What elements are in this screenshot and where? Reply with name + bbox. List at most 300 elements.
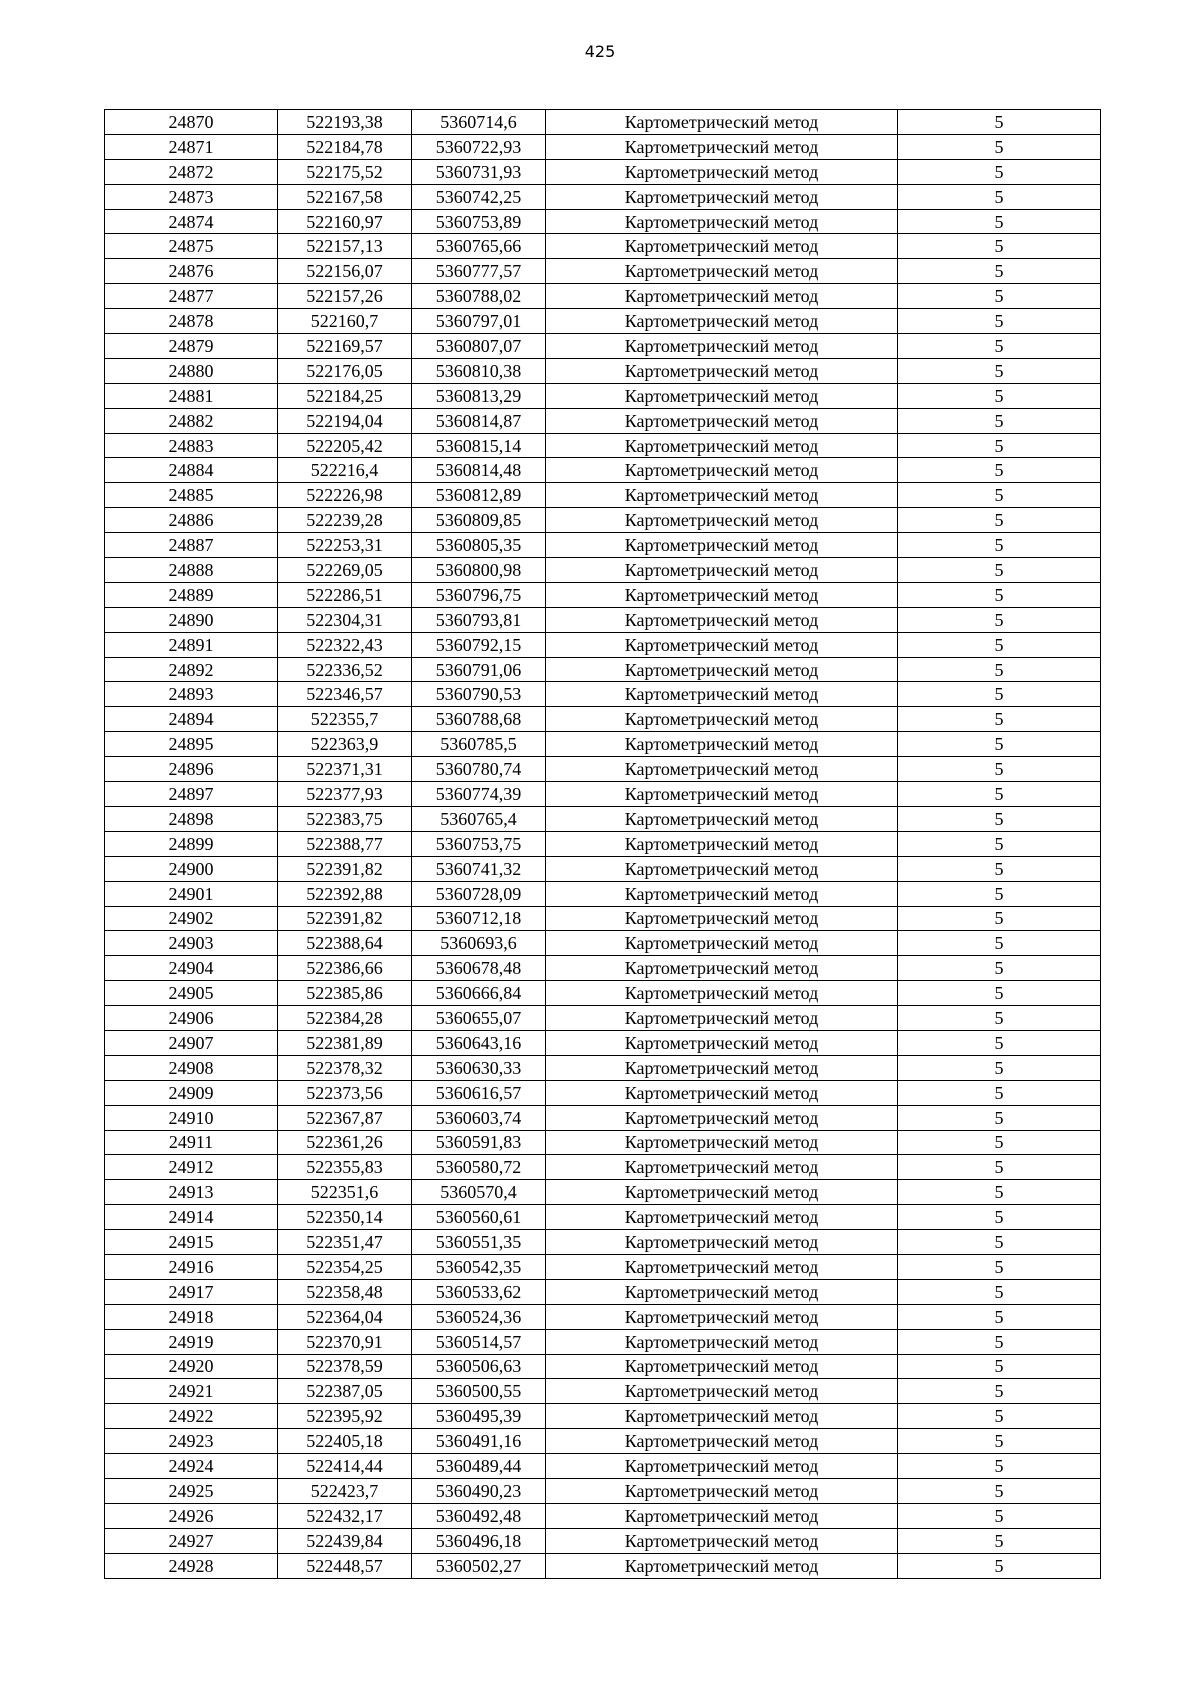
point-number-cell: 24880 [105, 358, 278, 383]
method-cell: Картометрический метод [546, 184, 898, 209]
accuracy-cell: 5 [898, 906, 1101, 931]
method-cell: Картометрический метод [546, 881, 898, 906]
accuracy-cell: 5 [898, 1205, 1101, 1230]
method-cell: Картометрический метод [546, 408, 898, 433]
point-number-cell: 24885 [105, 483, 278, 508]
accuracy-cell: 5 [898, 931, 1101, 956]
table-row [105, 1205, 1101, 1230]
method-cell: Картометрический метод [546, 358, 898, 383]
y-coordinate-cell: 5360731,93 [412, 159, 546, 184]
x-coordinate-cell: 522167,58 [278, 184, 412, 209]
table-row [105, 582, 1101, 607]
accuracy-cell: 5 [898, 1006, 1101, 1031]
accuracy-cell: 5 [898, 334, 1101, 359]
method-cell: Картометрический метод [546, 806, 898, 831]
accuracy-cell: 5 [898, 1329, 1101, 1354]
table-row [105, 956, 1101, 981]
accuracy-cell: 5 [898, 309, 1101, 334]
accuracy-cell: 5 [898, 558, 1101, 583]
method-cell: Картометрический метод [546, 508, 898, 533]
point-number-cell: 24879 [105, 334, 278, 359]
point-number-cell: 24876 [105, 259, 278, 284]
method-cell: Картометрический метод [546, 707, 898, 732]
point-number-cell: 24913 [105, 1180, 278, 1205]
y-coordinate-cell: 5360666,84 [412, 981, 546, 1006]
method-cell: Картометрический метод [546, 1030, 898, 1055]
method-cell: Картометрический метод [546, 607, 898, 632]
table-row [105, 309, 1101, 334]
method-cell: Картометрический метод [546, 1503, 898, 1528]
point-number-cell: 24872 [105, 159, 278, 184]
y-coordinate-cell: 5360490,23 [412, 1478, 546, 1503]
table-row [105, 931, 1101, 956]
x-coordinate-cell: 522269,05 [278, 558, 412, 583]
table-row [105, 1105, 1101, 1130]
x-coordinate-cell: 522355,83 [278, 1155, 412, 1180]
accuracy-cell: 5 [898, 831, 1101, 856]
accuracy-cell: 5 [898, 408, 1101, 433]
method-cell: Картометрический метод [546, 732, 898, 757]
table-row [105, 1080, 1101, 1105]
method-cell: Картометрический метод [546, 1205, 898, 1230]
x-coordinate-cell: 522157,26 [278, 284, 412, 309]
x-coordinate-cell: 522156,07 [278, 259, 412, 284]
accuracy-cell: 5 [898, 1553, 1101, 1578]
table-row [105, 1379, 1101, 1404]
method-cell: Картометрический метод [546, 483, 898, 508]
table-row [105, 1230, 1101, 1255]
y-coordinate-cell: 5360810,38 [412, 358, 546, 383]
accuracy-cell: 5 [898, 1429, 1101, 1454]
x-coordinate-cell: 522358,48 [278, 1279, 412, 1304]
x-coordinate-cell: 522239,28 [278, 508, 412, 533]
y-coordinate-cell: 5360753,75 [412, 831, 546, 856]
x-coordinate-cell: 522175,52 [278, 159, 412, 184]
method-cell: Картометрический метод [546, 284, 898, 309]
x-coordinate-cell: 522448,57 [278, 1553, 412, 1578]
y-coordinate-cell: 5360780,74 [412, 757, 546, 782]
y-coordinate-cell: 5360788,02 [412, 284, 546, 309]
point-number-cell: 24886 [105, 508, 278, 533]
accuracy-cell: 5 [898, 184, 1101, 209]
x-coordinate-cell: 522286,51 [278, 582, 412, 607]
y-coordinate-cell: 5360765,66 [412, 234, 546, 259]
y-coordinate-cell: 5360742,25 [412, 184, 546, 209]
y-coordinate-cell: 5360496,18 [412, 1528, 546, 1553]
accuracy-cell: 5 [898, 632, 1101, 657]
point-number-cell: 24916 [105, 1254, 278, 1279]
method-cell: Картометрический метод [546, 1180, 898, 1205]
point-number-cell: 24919 [105, 1329, 278, 1354]
point-number-cell: 24910 [105, 1105, 278, 1130]
method-cell: Картометрический метод [546, 1105, 898, 1130]
table-row [105, 1155, 1101, 1180]
point-number-cell: 24874 [105, 209, 278, 234]
x-coordinate-cell: 522364,04 [278, 1304, 412, 1329]
point-number-cell: 24911 [105, 1130, 278, 1155]
table-row [105, 981, 1101, 1006]
point-number-cell: 24873 [105, 184, 278, 209]
point-number-cell: 24908 [105, 1055, 278, 1080]
point-number-cell: 24875 [105, 234, 278, 259]
accuracy-cell: 5 [898, 358, 1101, 383]
point-number-cell: 24891 [105, 632, 278, 657]
method-cell: Картометрический метод [546, 209, 898, 234]
point-number-cell: 24896 [105, 757, 278, 782]
y-coordinate-cell: 5360506,63 [412, 1354, 546, 1379]
table-row [105, 234, 1101, 259]
method-cell: Картометрический метод [546, 1080, 898, 1105]
point-number-cell: 24924 [105, 1454, 278, 1479]
x-coordinate-cell: 522205,42 [278, 433, 412, 458]
y-coordinate-cell: 5360514,57 [412, 1329, 546, 1354]
page-number: 425 [584, 42, 616, 61]
point-number-cell: 24907 [105, 1030, 278, 1055]
method-cell: Картометрический метод [546, 259, 898, 284]
table-row [105, 184, 1101, 209]
accuracy-cell: 5 [898, 1503, 1101, 1528]
method-cell: Картометрический метод [546, 856, 898, 881]
x-coordinate-cell: 522157,13 [278, 234, 412, 259]
accuracy-cell: 5 [898, 1354, 1101, 1379]
y-coordinate-cell: 5360712,18 [412, 906, 546, 931]
x-coordinate-cell: 522385,86 [278, 981, 412, 1006]
table-row [105, 682, 1101, 707]
x-coordinate-cell: 522384,28 [278, 1006, 412, 1031]
method-cell: Картометрический метод [546, 582, 898, 607]
x-coordinate-cell: 522351,47 [278, 1230, 412, 1255]
x-coordinate-cell: 522304,31 [278, 607, 412, 632]
table-row [105, 657, 1101, 682]
method-cell: Картометрический метод [546, 1130, 898, 1155]
x-coordinate-cell: 522351,6 [278, 1180, 412, 1205]
point-number-cell: 24926 [105, 1503, 278, 1528]
table-row [105, 433, 1101, 458]
accuracy-cell: 5 [898, 1155, 1101, 1180]
point-number-cell: 24914 [105, 1205, 278, 1230]
table-row [105, 1130, 1101, 1155]
accuracy-cell: 5 [898, 533, 1101, 558]
y-coordinate-cell: 5360533,62 [412, 1279, 546, 1304]
y-coordinate-cell: 5360495,39 [412, 1404, 546, 1429]
table-row [105, 134, 1101, 159]
table-row [105, 483, 1101, 508]
y-coordinate-cell: 5360774,39 [412, 782, 546, 807]
table-row [105, 1503, 1101, 1528]
x-coordinate-cell: 522160,97 [278, 209, 412, 234]
accuracy-cell: 5 [898, 1080, 1101, 1105]
point-number-cell: 24903 [105, 931, 278, 956]
accuracy-cell: 5 [898, 259, 1101, 284]
point-number-cell: 24900 [105, 856, 278, 881]
table-row [105, 806, 1101, 831]
x-coordinate-cell: 522322,43 [278, 632, 412, 657]
accuracy-cell: 5 [898, 1304, 1101, 1329]
x-coordinate-cell: 522367,87 [278, 1105, 412, 1130]
x-coordinate-cell: 522363,9 [278, 732, 412, 757]
point-number-cell: 24920 [105, 1354, 278, 1379]
coordinates-table [104, 109, 1101, 1579]
accuracy-cell: 5 [898, 433, 1101, 458]
x-coordinate-cell: 522391,82 [278, 906, 412, 931]
y-coordinate-cell: 5360492,48 [412, 1503, 546, 1528]
accuracy-cell: 5 [898, 134, 1101, 159]
table-row [105, 358, 1101, 383]
y-coordinate-cell: 5360800,98 [412, 558, 546, 583]
point-number-cell: 24887 [105, 533, 278, 558]
accuracy-cell: 5 [898, 1030, 1101, 1055]
table-row [105, 383, 1101, 408]
table-row [105, 1329, 1101, 1354]
method-cell: Картометрический метод [546, 1006, 898, 1031]
method-cell: Картометрический метод [546, 931, 898, 956]
accuracy-cell: 5 [898, 1254, 1101, 1279]
point-number-cell: 24905 [105, 981, 278, 1006]
table-row [105, 906, 1101, 931]
method-cell: Картометрический метод [546, 1279, 898, 1304]
x-coordinate-cell: 522388,64 [278, 931, 412, 956]
x-coordinate-cell: 522169,57 [278, 334, 412, 359]
method-cell: Картометрический метод [546, 234, 898, 259]
method-cell: Картометрический метод [546, 1553, 898, 1578]
table-row [105, 1429, 1101, 1454]
y-coordinate-cell: 5360580,72 [412, 1155, 546, 1180]
method-cell: Картометрический метод [546, 1528, 898, 1553]
method-cell: Картометрический метод [546, 558, 898, 583]
method-cell: Картометрический метод [546, 831, 898, 856]
x-coordinate-cell: 522194,04 [278, 408, 412, 433]
table-row [105, 856, 1101, 881]
y-coordinate-cell: 5360797,01 [412, 309, 546, 334]
accuracy-cell: 5 [898, 1279, 1101, 1304]
point-number-cell: 24912 [105, 1155, 278, 1180]
method-cell: Картометрический метод [546, 159, 898, 184]
table-row [105, 259, 1101, 284]
point-number-cell: 24878 [105, 309, 278, 334]
method-cell: Картометрический метод [546, 1404, 898, 1429]
accuracy-cell: 5 [898, 234, 1101, 259]
accuracy-cell: 5 [898, 981, 1101, 1006]
table-row [105, 831, 1101, 856]
point-number-cell: 24909 [105, 1080, 278, 1105]
table-row [105, 209, 1101, 234]
method-cell: Картометрический метод [546, 782, 898, 807]
method-cell: Картометрический метод [546, 533, 898, 558]
point-number-cell: 24883 [105, 433, 278, 458]
y-coordinate-cell: 5360591,83 [412, 1130, 546, 1155]
table-row [105, 110, 1101, 135]
method-cell: Картометрический метод [546, 1454, 898, 1479]
x-coordinate-cell: 522377,93 [278, 782, 412, 807]
accuracy-cell: 5 [898, 682, 1101, 707]
accuracy-cell: 5 [898, 582, 1101, 607]
table-row [105, 1254, 1101, 1279]
method-cell: Картометрический метод [546, 383, 898, 408]
point-number-cell: 24890 [105, 607, 278, 632]
table-row [105, 1006, 1101, 1031]
point-number-cell: 24901 [105, 881, 278, 906]
x-coordinate-cell: 522378,59 [278, 1354, 412, 1379]
y-coordinate-cell: 5360693,6 [412, 931, 546, 956]
y-coordinate-cell: 5360741,32 [412, 856, 546, 881]
y-coordinate-cell: 5360813,29 [412, 383, 546, 408]
y-coordinate-cell: 5360792,15 [412, 632, 546, 657]
accuracy-cell: 5 [898, 1528, 1101, 1553]
y-coordinate-cell: 5360765,4 [412, 806, 546, 831]
x-coordinate-cell: 522355,7 [278, 707, 412, 732]
y-coordinate-cell: 5360790,53 [412, 682, 546, 707]
method-cell: Картометрический метод [546, 906, 898, 931]
y-coordinate-cell: 5360809,85 [412, 508, 546, 533]
table-row [105, 159, 1101, 184]
method-cell: Картометрический метод [546, 632, 898, 657]
method-cell: Картометрический метод [546, 309, 898, 334]
y-coordinate-cell: 5360500,55 [412, 1379, 546, 1404]
accuracy-cell: 5 [898, 284, 1101, 309]
x-coordinate-cell: 522373,56 [278, 1080, 412, 1105]
y-coordinate-cell: 5360807,07 [412, 334, 546, 359]
table-row [105, 732, 1101, 757]
point-number-cell: 24917 [105, 1279, 278, 1304]
x-coordinate-cell: 522253,31 [278, 533, 412, 558]
table-row [105, 1404, 1101, 1429]
accuracy-cell: 5 [898, 757, 1101, 782]
x-coordinate-cell: 522395,92 [278, 1404, 412, 1429]
accuracy-cell: 5 [898, 1055, 1101, 1080]
accuracy-cell: 5 [898, 856, 1101, 881]
accuracy-cell: 5 [898, 1478, 1101, 1503]
y-coordinate-cell: 5360777,57 [412, 259, 546, 284]
point-number-cell: 24894 [105, 707, 278, 732]
accuracy-cell: 5 [898, 782, 1101, 807]
method-cell: Картометрический метод [546, 981, 898, 1006]
x-coordinate-cell: 522439,84 [278, 1528, 412, 1553]
y-coordinate-cell: 5360815,14 [412, 433, 546, 458]
table-row [105, 707, 1101, 732]
point-number-cell: 24881 [105, 383, 278, 408]
y-coordinate-cell: 5360678,48 [412, 956, 546, 981]
x-coordinate-cell: 522184,78 [278, 134, 412, 159]
method-cell: Картометрический метод [546, 1055, 898, 1080]
y-coordinate-cell: 5360616,57 [412, 1080, 546, 1105]
y-coordinate-cell: 5360814,48 [412, 458, 546, 483]
table-row [105, 1055, 1101, 1080]
method-cell: Картометрический метод [546, 1429, 898, 1454]
table-row [105, 632, 1101, 657]
table-row [105, 1304, 1101, 1329]
method-cell: Картометрический метод [546, 682, 898, 707]
y-coordinate-cell: 5360812,89 [412, 483, 546, 508]
point-number-cell: 24893 [105, 682, 278, 707]
table-row [105, 1478, 1101, 1503]
table-row [105, 458, 1101, 483]
accuracy-cell: 5 [898, 607, 1101, 632]
accuracy-cell: 5 [898, 657, 1101, 682]
accuracy-cell: 5 [898, 1230, 1101, 1255]
table-row [105, 284, 1101, 309]
method-cell: Картометрический метод [546, 334, 898, 359]
accuracy-cell: 5 [898, 1180, 1101, 1205]
point-number-cell: 24870 [105, 110, 278, 135]
y-coordinate-cell: 5360560,61 [412, 1205, 546, 1230]
x-coordinate-cell: 522383,75 [278, 806, 412, 831]
y-coordinate-cell: 5360491,16 [412, 1429, 546, 1454]
x-coordinate-cell: 522216,4 [278, 458, 412, 483]
y-coordinate-cell: 5360753,89 [412, 209, 546, 234]
accuracy-cell: 5 [898, 110, 1101, 135]
point-number-cell: 24921 [105, 1379, 278, 1404]
point-number-cell: 24882 [105, 408, 278, 433]
x-coordinate-cell: 522176,05 [278, 358, 412, 383]
table-row [105, 607, 1101, 632]
method-cell: Картометрический метод [546, 1478, 898, 1503]
accuracy-cell: 5 [898, 1404, 1101, 1429]
y-coordinate-cell: 5360785,5 [412, 732, 546, 757]
point-number-cell: 24918 [105, 1304, 278, 1329]
accuracy-cell: 5 [898, 159, 1101, 184]
point-number-cell: 24922 [105, 1404, 278, 1429]
table-row [105, 508, 1101, 533]
method-cell: Картометрический метод [546, 1304, 898, 1329]
accuracy-cell: 5 [898, 707, 1101, 732]
x-coordinate-cell: 522226,98 [278, 483, 412, 508]
method-cell: Картометрический метод [546, 1155, 898, 1180]
table-row [105, 1354, 1101, 1379]
point-number-cell: 24884 [105, 458, 278, 483]
point-number-cell: 24895 [105, 732, 278, 757]
x-coordinate-cell: 522386,66 [278, 956, 412, 981]
accuracy-cell: 5 [898, 508, 1101, 533]
x-coordinate-cell: 522350,14 [278, 1205, 412, 1230]
x-coordinate-cell: 522388,77 [278, 831, 412, 856]
y-coordinate-cell: 5360603,74 [412, 1105, 546, 1130]
method-cell: Картометрический метод [546, 1354, 898, 1379]
table-row [105, 1180, 1101, 1205]
point-number-cell: 24899 [105, 831, 278, 856]
accuracy-cell: 5 [898, 1454, 1101, 1479]
table-row [105, 1030, 1101, 1055]
table-row [105, 757, 1101, 782]
x-coordinate-cell: 522193,38 [278, 110, 412, 135]
y-coordinate-cell: 5360788,68 [412, 707, 546, 732]
point-number-cell: 24915 [105, 1230, 278, 1255]
method-cell: Картометрический метод [546, 757, 898, 782]
accuracy-cell: 5 [898, 956, 1101, 981]
accuracy-cell: 5 [898, 458, 1101, 483]
point-number-cell: 24892 [105, 657, 278, 682]
point-number-cell: 24877 [105, 284, 278, 309]
accuracy-cell: 5 [898, 881, 1101, 906]
y-coordinate-cell: 5360791,06 [412, 657, 546, 682]
table-row [105, 881, 1101, 906]
point-number-cell: 24889 [105, 582, 278, 607]
point-number-cell: 24871 [105, 134, 278, 159]
x-coordinate-cell: 522354,25 [278, 1254, 412, 1279]
method-cell: Картометрический метод [546, 657, 898, 682]
accuracy-cell: 5 [898, 1105, 1101, 1130]
x-coordinate-cell: 522336,52 [278, 657, 412, 682]
accuracy-cell: 5 [898, 483, 1101, 508]
x-coordinate-cell: 522387,05 [278, 1379, 412, 1404]
y-coordinate-cell: 5360502,27 [412, 1553, 546, 1578]
y-coordinate-cell: 5360542,35 [412, 1254, 546, 1279]
y-coordinate-cell: 5360643,16 [412, 1030, 546, 1055]
accuracy-cell: 5 [898, 383, 1101, 408]
x-coordinate-cell: 522361,26 [278, 1130, 412, 1155]
y-coordinate-cell: 5360722,93 [412, 134, 546, 159]
method-cell: Картометрический метод [546, 1329, 898, 1354]
table-row [105, 1528, 1101, 1553]
